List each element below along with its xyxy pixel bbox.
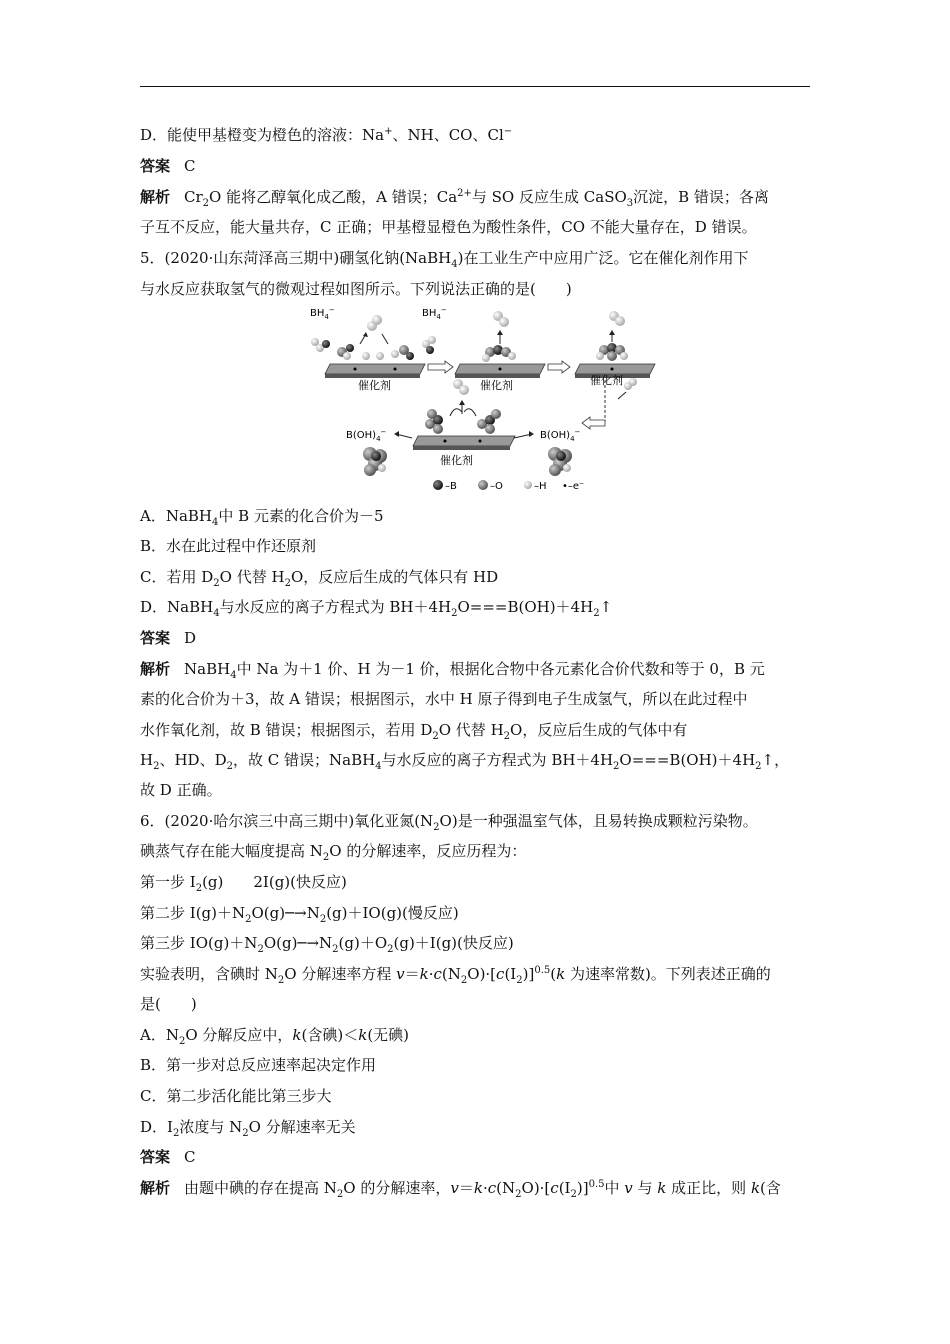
svg-text:催化剂: 催化剂 — [480, 379, 513, 392]
q6-step-2: 第二步 $I(g)+N_2O(g)─\to N_2(g)+IO(g)$(慢反应) — [140, 904, 459, 925]
q5-answer: 答案 D — [140, 629, 197, 647]
reaction-mechanism-figure — [300, 304, 660, 498]
process-arrow-3 — [582, 417, 605, 429]
catalyst-plate-4 — [413, 379, 515, 467]
q6-option-c: C．第二步活化能比第三步大 — [140, 1087, 332, 1105]
q6-stem-line7: 是( ) — [140, 995, 197, 1013]
boh4-label-right: $B(OH)_4^-$ — [540, 428, 581, 443]
boh4-cluster-right — [548, 447, 572, 476]
bh4-label-right: $BH_4^-$ — [422, 306, 447, 321]
q4-analysis-line2: 子互不反应，能大量共存，C 正确；甲基橙显橙色为酸性条件，CO 不能大量存在，D 错误。 — [140, 218, 757, 236]
q5-option-d: D．NaBH$_4$与水反应的离子方程式为 $BH+4H_2O===B(OH)+4H_2↑$ — [140, 598, 613, 619]
q4-answer: 答案 C — [140, 157, 196, 175]
q4-analysis-line1: 解析 $Cr_2O$ 能将乙醇氧化成乙酸，A 错误；$Ca^{2+}$与 SO 反应生成 CaSO$_3$沉淀，B 错误；各离 — [140, 188, 769, 209]
svg-text:•–e⁻: •–e⁻ — [562, 481, 585, 492]
q6-option-b: B．第一步对总反应速率起决定作用 — [140, 1056, 377, 1074]
svg-text:催化剂: 催化剂 — [440, 454, 473, 467]
q5-analysis-line5: 故 D 正确。 — [140, 781, 222, 799]
q5-analysis-line3: 水作氧化剂，故 B 错误；根据图示，若用 $D_2O$ 代替 $H_2O$，反应后生成的气体中有 — [140, 721, 688, 742]
catalyst-plate-2 — [455, 311, 545, 392]
catalyst-plate-1 — [325, 364, 425, 392]
plate-1-molecules — [311, 315, 436, 360]
q6-option-d: D．$I_2$浓度与 $N_2O$ 分解速率无关 — [140, 1118, 356, 1139]
q5-analysis-line4: $H_2$、HD、$D_2$，故 C 错误；NaBH$_4$与水反应的离子方程式为 $BH+4H_2O===B(OH)+4H_2↑$， — [140, 751, 790, 772]
q6-stem-line2: 碘蒸气存在能大幅度提高 $N_2O$ 的分解速率，反应历程为： — [140, 842, 527, 863]
q6-answer: 答案 C — [140, 1148, 196, 1166]
svg-text:–B: –B — [445, 481, 457, 492]
svg-text:–H: –H — [534, 481, 547, 492]
q6-analysis-line1: 解析 由题中碘的存在提高 $N_2O$ 的分解速率，$v=k\cdot c(N_2O)\cdot[c(I_2)]^{0.5}$中 v 与 k 成正比，则 k(含 — [140, 1179, 781, 1200]
boh4-label-left: $B(OH)_4^-$ — [346, 428, 387, 443]
catalyst-plate-3 — [575, 311, 655, 399]
q4-option-d: D．能使甲基橙变为橙色的溶液：Na+、NH、CO、Cl− — [140, 126, 513, 144]
process-arrow-1 — [428, 361, 453, 373]
q6-stem-line6: 实验表明，含碘时 $N_2O$ 分解速率方程 $v=k\cdot c(N_2O)\cdot[c(I_2)]^{0.5}(k$ 为速率常数)。下列表述正确的 — [140, 965, 771, 986]
q5-stem-line2: 与水反应获取氢气的微观过程如图所示。下列说法正确的是( ) — [140, 280, 572, 298]
q6-stem-line1: 6．(2020·哈尔滨三中高三期中)氧化亚氮$(N_2O)$是一种强温室气体，且易转换成颗粒污染物。 — [140, 812, 758, 833]
process-arrow-2 — [548, 361, 570, 373]
q6-step-3: 第三步 $IO(g)+N_2O(g)─\to N_2(g)+O_2(g)+I(g)$(快反应) — [140, 934, 514, 955]
header-rule — [140, 86, 810, 87]
q5-option-b: B．水在此过程中作还原剂 — [140, 537, 317, 555]
svg-text:–O: –O — [490, 481, 503, 492]
bh4-label-left: $BH_4^-$ — [310, 306, 335, 321]
q5-option-c: C．若用 $D_2O$ 代替 $H_2O$，反应后生成的气体只有 HD — [140, 568, 499, 589]
q5-stem-line1: 5．(2020·山东菏泽高三期中)硼氢化钠(NaBH$_4$)在工业生产中应用广泛。它在催化剂作用下 — [140, 249, 749, 270]
svg-text:催化剂: 催化剂 — [590, 374, 623, 387]
q5-analysis-line1: 解析 NaBH$_4$中 Na 为＋1 价、H 为－1 价，根据化合物中各元素化合价代数和等于 0，B 元 — [140, 660, 765, 681]
q6-step-1: 第一步 $I_2(g)$ 2I(g)(快反应) — [140, 873, 347, 894]
q5-analysis-line2: 素的化合价为＋3，故 A 错误；根据图示，水中 H 原子得到电子生成氢气，所以在此过程中 — [140, 690, 748, 708]
figure-legend — [433, 480, 584, 492]
q5-option-a: A．NaBH$_4$中 B 元素的化合价为－5 — [140, 507, 384, 528]
q6-option-a: A．$N_2O$ 分解反应中，k(含碘)＜k(无碘) — [140, 1026, 410, 1047]
svg-text:催化剂: 催化剂 — [358, 379, 391, 392]
boh4-cluster-left — [363, 447, 387, 476]
